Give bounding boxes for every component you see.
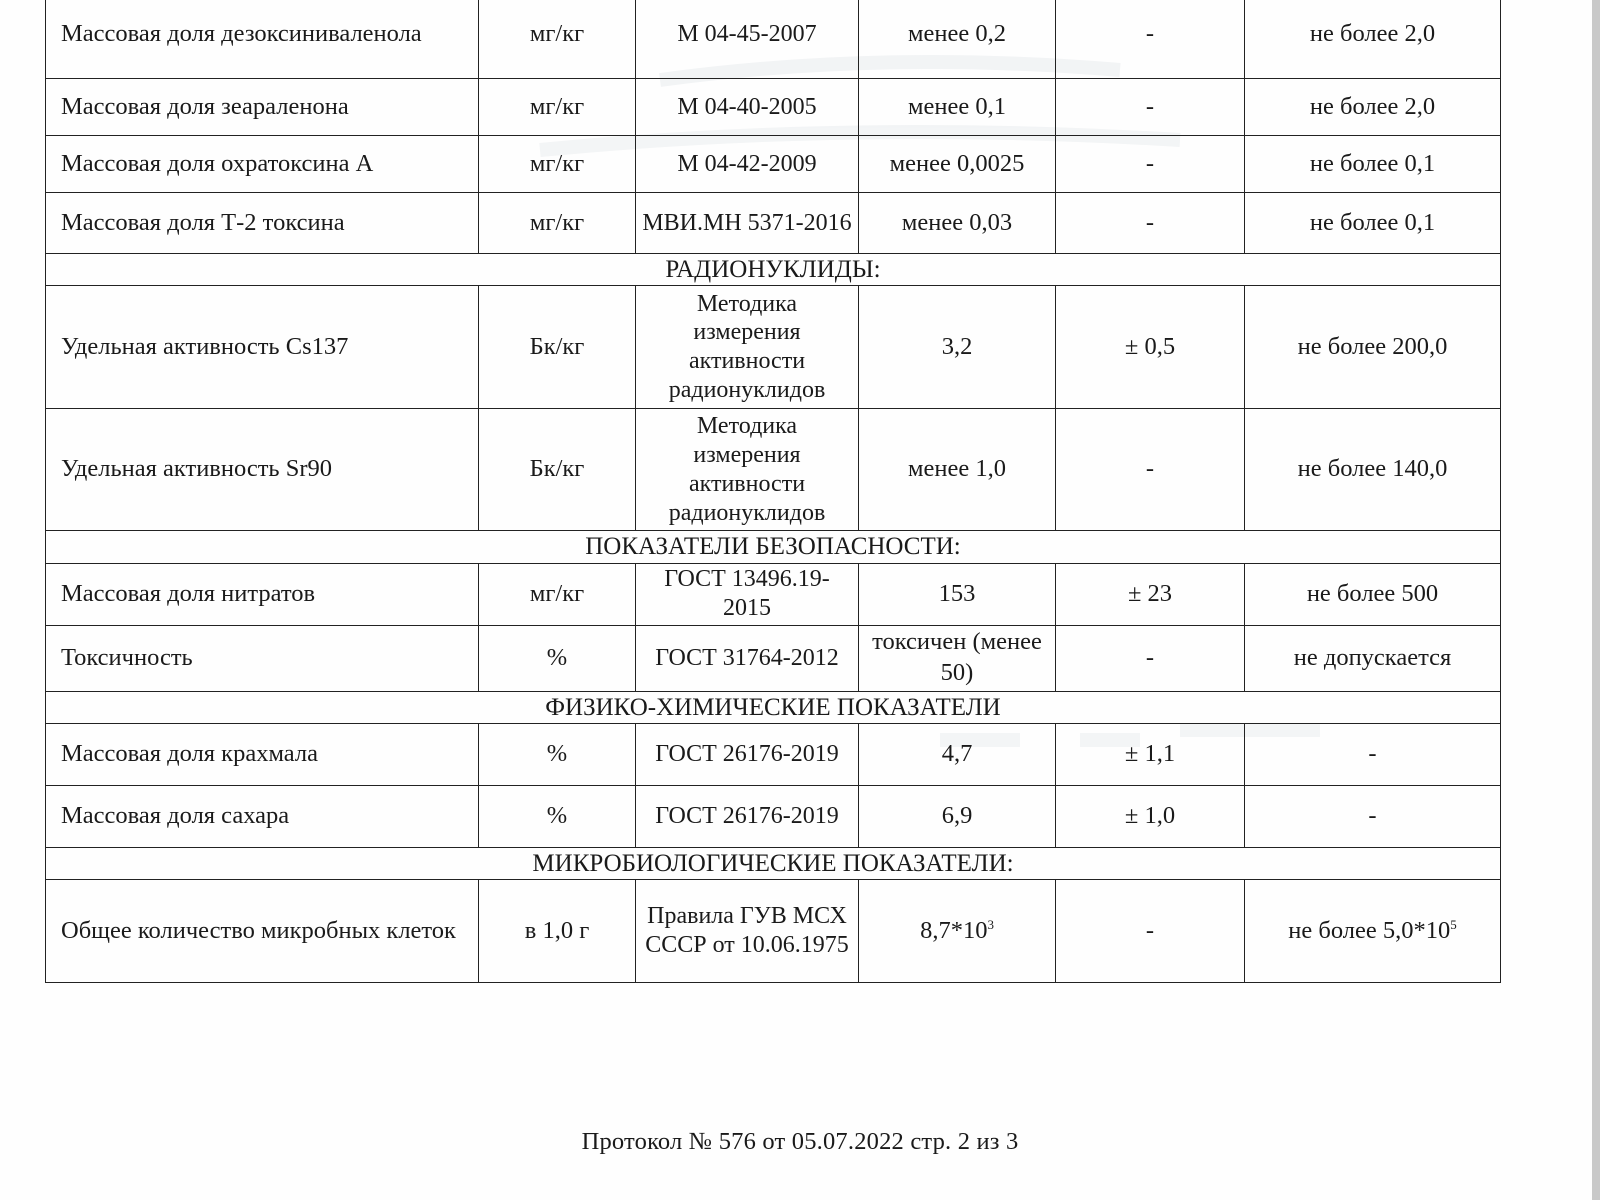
result-base: 8,7*10 <box>920 916 988 944</box>
result-cell: менее 0,1 <box>859 79 1056 136</box>
result-cell: 3,2 <box>859 286 1056 409</box>
table-row <box>46 723 1501 785</box>
result-cell: 6,9 <box>859 785 1056 847</box>
section-header-row <box>46 847 1501 879</box>
method-cell: ГОСТ 26176-2019 <box>636 785 859 847</box>
table-row <box>46 785 1501 847</box>
unit-cell: мг/кг <box>479 0 636 79</box>
method-cell: Правила ГУВ МСХ СССР от 10.06.1975 <box>636 880 859 983</box>
table-row <box>46 563 1501 625</box>
result-cell: менее 0,2 <box>859 0 1056 79</box>
indicator-name: Удельная активность Cs137 <box>46 286 479 409</box>
indicator-name: Массовая доля нитратов <box>46 563 479 625</box>
norm-cell: не более 0,1 <box>1245 136 1501 193</box>
unit-cell: % <box>479 785 636 847</box>
norm-cell: не допускается <box>1245 625 1501 691</box>
unit-cell: мг/кг <box>479 79 636 136</box>
table-row <box>46 193 1501 254</box>
table-row <box>46 625 1501 691</box>
error-cell: - <box>1056 0 1245 79</box>
norm-cell: не более 2,0 <box>1245 0 1501 79</box>
result-cell: 4,7 <box>859 723 1056 785</box>
indicator-name: Массовая доля сахара <box>46 785 479 847</box>
section-header-row <box>46 531 1501 563</box>
method-cell: Методика измерения активности радионуклидов <box>636 409 859 531</box>
method-cell: ГОСТ 26176-2019 <box>636 723 859 785</box>
indicator-name: Общее количество микробных клеток <box>46 880 479 983</box>
error-cell: - <box>1056 625 1245 691</box>
error-cell: - <box>1056 79 1245 136</box>
error-cell: ± 23 <box>1056 563 1245 625</box>
error-cell: - <box>1056 136 1245 193</box>
norm-base: не более 5,0*10 <box>1288 916 1451 944</box>
section-header-row <box>46 691 1501 723</box>
unit-cell: мг/кг <box>479 563 636 625</box>
section-header-row <box>46 254 1501 286</box>
indicator-name: Токсичность <box>46 625 479 691</box>
error-cell: ± 0,5 <box>1056 286 1245 409</box>
result-cell: менее 0,0025 <box>859 136 1056 193</box>
table-row <box>46 286 1501 409</box>
indicator-name: Массовая доля зеараленона <box>46 79 479 136</box>
unit-cell: мг/кг <box>479 193 636 254</box>
norm-cell: не более 0,1 <box>1245 193 1501 254</box>
error-cell: - <box>1056 880 1245 983</box>
norm-cell: не более 2,0 <box>1245 79 1501 136</box>
page-edge-shadow <box>1592 0 1600 1200</box>
error-cell: ± 1,1 <box>1056 723 1245 785</box>
indicator-name: Массовая доля дезоксиниваленола <box>46 0 479 79</box>
method-cell: ГОСТ 31764-2012 <box>636 625 859 691</box>
section-title: МИКРОБИОЛОГИЧЕСКИЕ ПОКАЗАТЕЛИ: <box>46 847 1501 879</box>
method-cell: Методика измерения активности радионуклидов <box>636 286 859 409</box>
table-row <box>46 0 1501 79</box>
indicator-name: Массовая доля Т-2 токсина <box>46 193 479 254</box>
norm-exponent: 5 <box>1450 916 1457 932</box>
error-cell: - <box>1056 193 1245 254</box>
table-row <box>46 409 1501 531</box>
norm-cell: не более 500 <box>1245 563 1501 625</box>
table-row <box>46 136 1501 193</box>
method-cell: ГОСТ 13496.19-2015 <box>636 563 859 625</box>
norm-cell <box>1245 880 1501 983</box>
norm-cell: не более 140,0 <box>1245 409 1501 531</box>
section-title: РАДИОНУКЛИДЫ: <box>46 254 1501 286</box>
norm-cell: - <box>1245 785 1501 847</box>
table-row <box>46 880 1501 983</box>
result-cell: 153 <box>859 563 1056 625</box>
section-title: ПОКАЗАТЕЛИ БЕЗОПАСНОСТИ: <box>46 531 1501 563</box>
result-exponent: 3 <box>987 916 994 932</box>
unit-cell: % <box>479 723 636 785</box>
indicator-name: Удельная активность Sr90 <box>46 409 479 531</box>
result-cell <box>859 880 1056 983</box>
indicator-name: Массовая доля охратоксина А <box>46 136 479 193</box>
result-cell: токсичен (менее 50) <box>859 625 1056 691</box>
table-row <box>46 79 1501 136</box>
unit-cell: в 1,0 г <box>479 880 636 983</box>
unit-cell: Бк/кг <box>479 409 636 531</box>
error-cell: - <box>1056 409 1245 531</box>
unit-cell: % <box>479 625 636 691</box>
result-cell: менее 0,03 <box>859 193 1056 254</box>
page-footer: Протокол № 576 от 05.07.2022 стр. 2 из 3 <box>581 1128 1019 1155</box>
norm-cell: не более 200,0 <box>1245 286 1501 409</box>
section-title: ФИЗИКО-ХИМИЧЕСКИЕ ПОКАЗАТЕЛИ <box>46 691 1501 723</box>
method-cell: М 04-42-2009 <box>636 136 859 193</box>
norm-cell: - <box>1245 723 1501 785</box>
method-cell: М 04-45-2007 <box>636 0 859 79</box>
unit-cell: Бк/кг <box>479 286 636 409</box>
method-cell: М 04-40-2005 <box>636 79 859 136</box>
method-cell: МВИ.МН 5371-2016 <box>636 193 859 254</box>
results-table <box>45 0 1501 983</box>
error-cell: ± 1,0 <box>1056 785 1245 847</box>
unit-cell: мг/кг <box>479 136 636 193</box>
result-cell: менее 1,0 <box>859 409 1056 531</box>
indicator-name: Массовая доля крахмала <box>46 723 479 785</box>
